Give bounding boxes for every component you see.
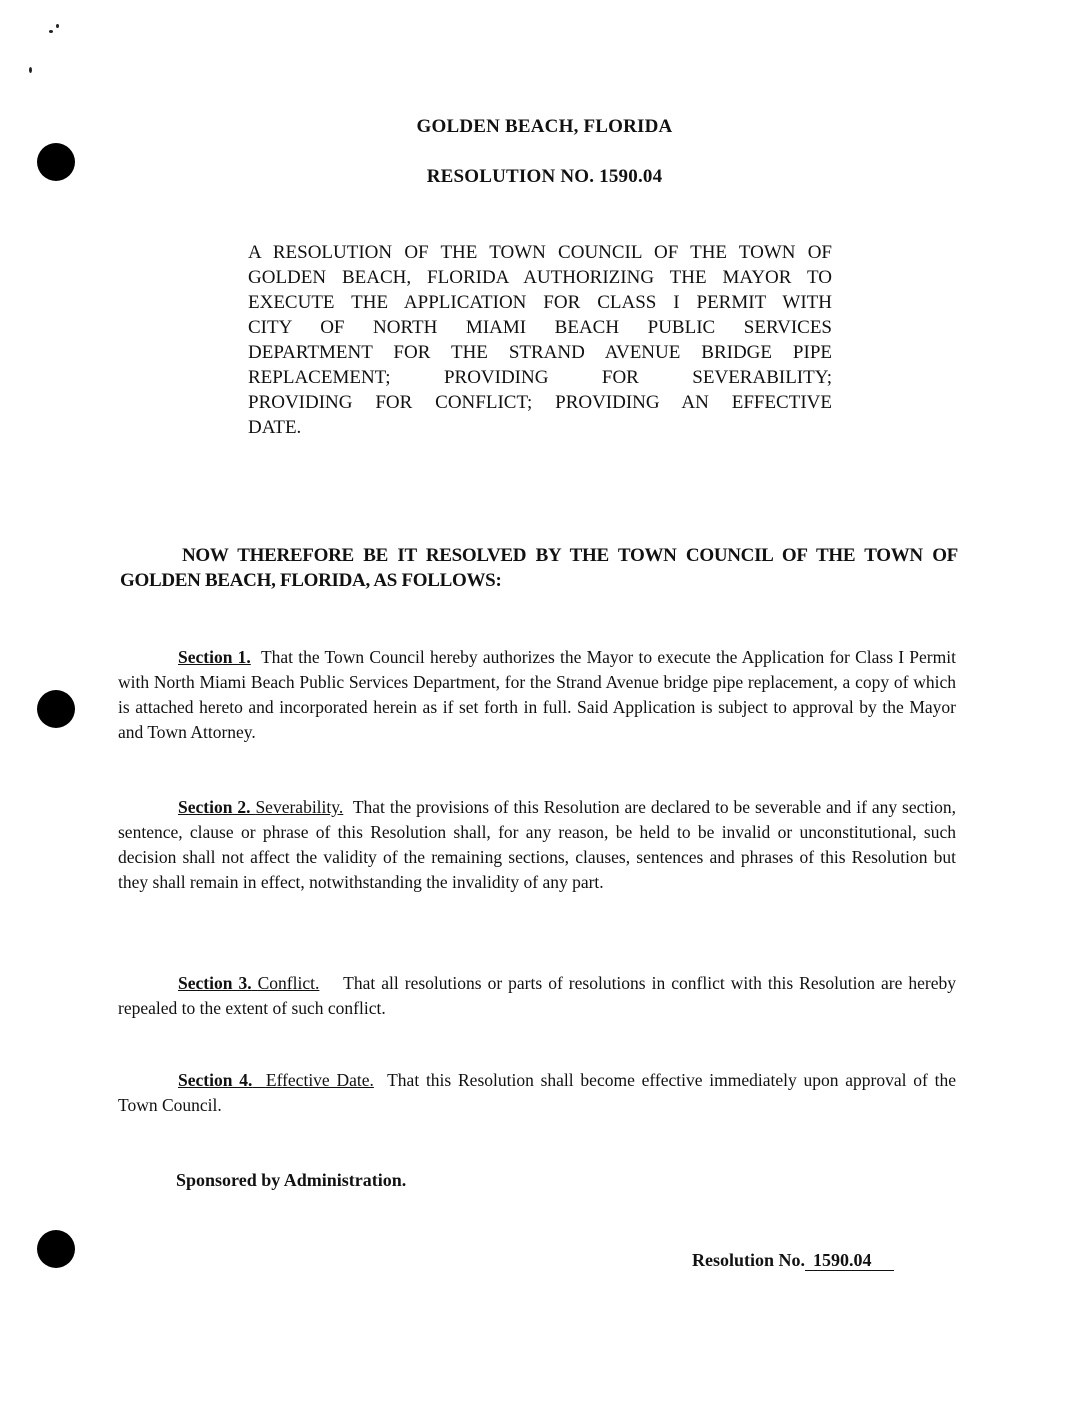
scan-speck bbox=[49, 30, 53, 33]
section-title: Severability. bbox=[255, 797, 344, 817]
section-text: That all resolutions or parts of resolutions in conflict with this Resolution are hereby repealed to the extent of such conflict. bbox=[118, 973, 957, 1018]
section-label bbox=[178, 973, 319, 993]
resolution-number-footer bbox=[692, 1250, 894, 1271]
title-line: CITY OF NORTH MIAMI BEACH PUBLIC SERVICES bbox=[248, 317, 832, 338]
section-title: Effective Date. bbox=[265, 1070, 374, 1090]
footer-number: 1590.04 bbox=[805, 1251, 894, 1271]
resolved-clause bbox=[120, 543, 958, 593]
town-heading: GOLDEN BEACH, FLORIDA bbox=[416, 116, 673, 137]
section-text: That the provisions of this Resolution are declared to be severable and if any section, sentence, clause or phrase of this Resolution shall, for any reason, be held to be invalid or unconstitutional, such decision shall not affect the validity of the remaining sections, clauses, sentences and phrases of this Resolution but they shall remain in effect, notwithstanding the invalidity of any part. bbox=[118, 797, 956, 892]
punch-hole-middle bbox=[37, 690, 75, 728]
title-line: GOLDEN BEACH, FLORIDA AUTHORIZING THE MAYOR TO bbox=[248, 267, 832, 288]
section-label bbox=[178, 1070, 374, 1090]
section-number: Section 1. bbox=[178, 647, 251, 667]
section-2 bbox=[118, 795, 956, 895]
resolved-clause-text: NOW THEREFORE BE IT RESOLVED BY THE TOWN COUNCIL OF THE TOWN OF GOLDEN BEACH, FLORIDA, AS FOLLOWS: bbox=[120, 545, 958, 591]
title-line: PROVIDING FOR CONFLICT; PROVIDING AN EFFECTIVE bbox=[248, 392, 832, 413]
section-title: Conflict. bbox=[257, 973, 320, 993]
resolution-title-block bbox=[248, 240, 832, 440]
section-label bbox=[178, 647, 251, 667]
scan-speck bbox=[29, 67, 32, 73]
title-line: DATE. bbox=[248, 417, 302, 438]
section-1 bbox=[118, 645, 956, 745]
section-number: Section 4. bbox=[178, 1070, 253, 1090]
section-label bbox=[178, 797, 343, 817]
title-line: REPLACEMENT; PROVIDING FOR SEVERABILITY; bbox=[248, 367, 832, 388]
resolution-title: RESOLUTION NO. 1590.04 bbox=[426, 166, 663, 187]
scan-speck bbox=[56, 24, 59, 28]
section-number: Section 2. bbox=[178, 797, 251, 817]
punch-hole-bottom bbox=[37, 1230, 75, 1268]
title-line: A RESOLUTION OF THE TOWN COUNCIL OF THE TOWN OF bbox=[248, 242, 832, 263]
sponsor-line: Sponsored by Administration. bbox=[176, 1170, 407, 1190]
section-text: That the Town Council hereby authorizes the Mayor to execute the Application for Class I Permit with North Miami Beach Public Services Department, for the Strand Avenue bridge pipe replacement, a copy of which is attached hereto and incorporated herein as if set forth in full. Said Application is subject to approval by the Mayor and Town Attorney. bbox=[118, 647, 956, 742]
section-text: That this Resolution shall become effective immediately upon approval of the Town Council. bbox=[118, 1070, 956, 1115]
section-4 bbox=[118, 1068, 956, 1118]
footer-label: Resolution No. bbox=[692, 1250, 806, 1270]
title-line: DEPARTMENT FOR THE STRAND AVENUE BRIDGE PIPE bbox=[248, 342, 832, 363]
section-number: Section 3. bbox=[178, 973, 252, 993]
title-line: EXECUTE THE APPLICATION FOR CLASS I PERMIT WITH bbox=[248, 292, 832, 313]
section-3 bbox=[118, 971, 956, 1021]
